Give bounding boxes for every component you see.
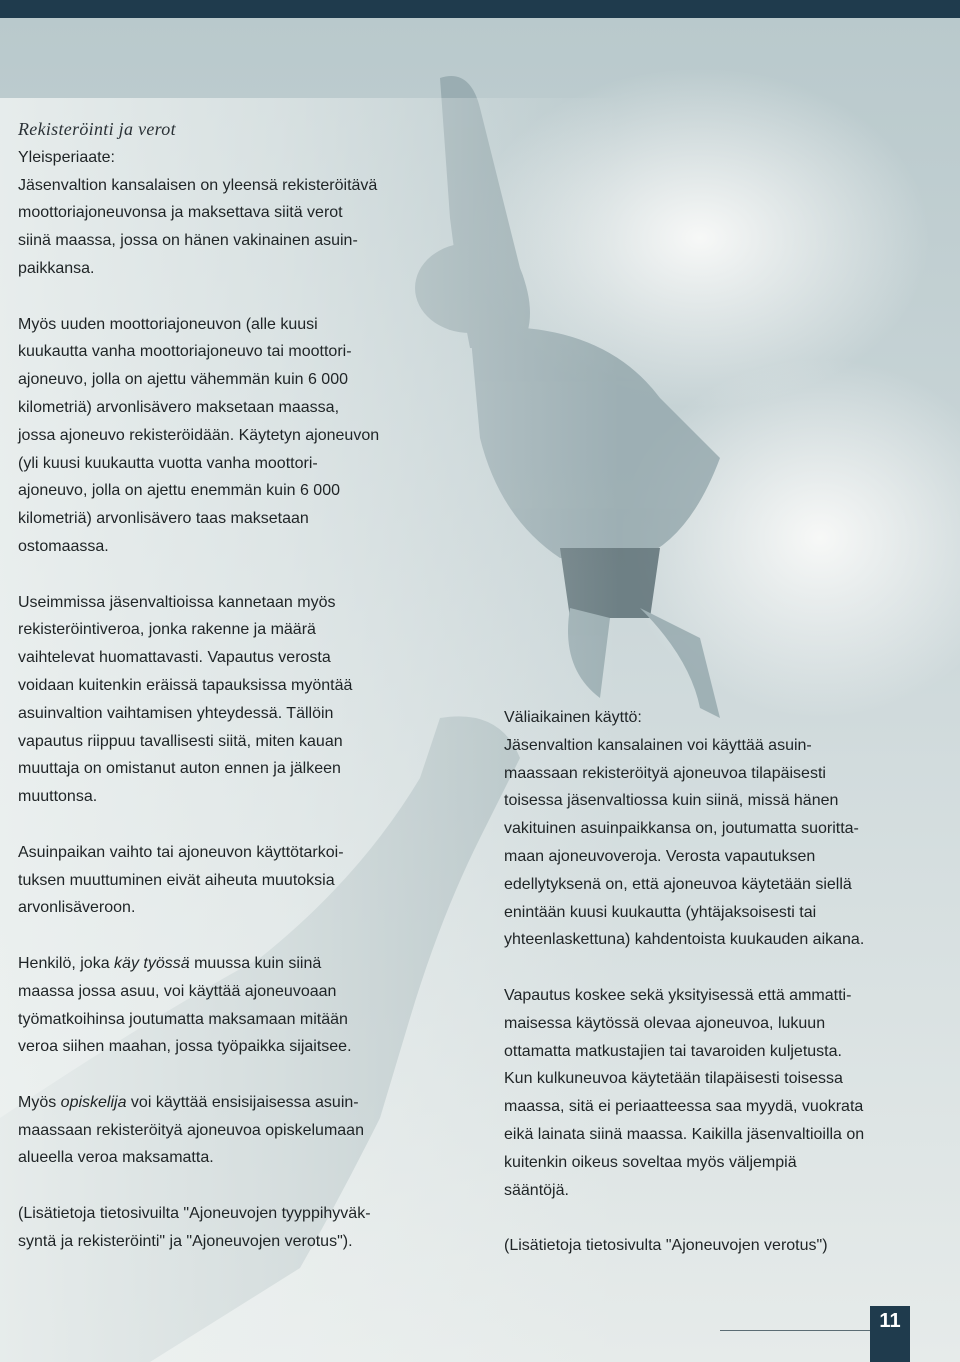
paragraph-temporary-use: Jäsenvaltion kansalainen voi käyttää asuin- maassaan rekisteröityä ajoneuvoa tilapäisesti toisessa jäsenvaltiossa kuin siinä, missä hänen vakituinen asuinpaikkansa on, joutumatta suoritta- maan ajoneuvoveroja. Verosta vapautuksen edellytyksenä on, että ajoneuvoa käytetään siellä enintään kuusi kuukautta (yhtäjaksoisesti tai yhteenlaskettuna) kahdentoista kuukauden aikana. xyxy=(504,736,865,949)
text-fragment: Myös xyxy=(18,1093,61,1111)
paragraph-student xyxy=(18,1089,448,1172)
section-heading: Rekisteröinti ja verot xyxy=(18,119,176,139)
paragraph-exemption: Vapautus koskee sekä yksityisessä että ammatti- maisessa käytössä olevaa ajoneuvoa, lukuun ottamatta matkustajien tai tavaroiden kuljetusta. Kun kulkuneuvoa käytetään tilapäisesti toisessa maassa, sitä ei periaatteessa saa myydä, vuokrata eikä lainata siinä maassa. Kaikilla jäsenvaltioilla on kuitenkin oikeus soveltaa myös väljempiä sääntöjä. xyxy=(504,986,865,1199)
page-number: 11 xyxy=(870,1306,910,1362)
emphasis-works: käy työssä xyxy=(114,954,190,972)
footer-rule xyxy=(720,1330,870,1331)
text-fragment: muussa kuin siinä maassa jossa asuu, voi käyttää ajoneuvoaan työmatkoihinsa joutumatta maksamaan mitään veroa siihen maahan, jossa työpaikka sijaitsee. xyxy=(18,954,352,1056)
intro-block xyxy=(18,116,448,283)
paragraph-worker xyxy=(18,950,448,1061)
left-column xyxy=(18,116,448,1283)
paragraph-residence-change: Asuinpaikan vaihto tai ajoneuvon käyttötarkoi- tuksen muuttuminen eivät aiheuta muutoksia arvonlisäveroon. xyxy=(18,843,344,917)
right-column xyxy=(504,704,924,1288)
emphasis-student: opiskelija xyxy=(60,1093,127,1111)
text-fragment: voi käyttää ensisijaisessa asuin- maassaan rekisteröityä ajoneuvoa opiskelumaan alueella veroa maksamatta. xyxy=(18,1093,364,1167)
subheading-general-principle: Yleisperiaate: xyxy=(18,148,115,166)
paragraph-registration: Jäsenvaltion kansalaisen on yleensä rekisteröitävä moottoriajoneuvonsa ja maksettava siitä verot siinä maassa, jossa on hänen vakinainen asuin- paikkansa. xyxy=(18,176,378,277)
paragraph-more-info-left: (Lisätietoja tietosivuilta "Ajoneuvojen tyyppihyväk- syntä ja rekisteröinti" ja "Ajoneuvojen verotus"). xyxy=(18,1205,371,1250)
paragraph-vat: Myös uuden moottoriajoneuvon (alle kuusi kuukautta vanha moottoriajoneuvo tai moottori- ajoneuvo, jolla on ajettu vähemmän kuin 6 000 kilometriä) arvonlisävero maksetaan maassa, jossa ajoneuvo rekisteröidään. Käytetyn ajoneuvon (yli kuusi kuukautta vuotta vanha moottori- ajoneuvo, jolla on ajettu enemmän kuin 6 000 kilometriä) arvonlisävero taas maksetaan ostomaassa. xyxy=(18,315,380,555)
paragraph-more-info-right: (Lisätietoja tietosivulta "Ajoneuvojen verotus") xyxy=(504,1237,828,1255)
subheading-temporary-use: Väliaikainen käyttö: xyxy=(504,709,642,726)
top-color-band xyxy=(0,0,960,18)
temporary-use-block xyxy=(504,704,924,954)
paragraph-registration-tax: Useimmissa jäsenvaltioissa kannetaan myös rekisteröintiveroa, jonka rakenne ja määrä vaihtelevat huomattavasti. Vapautus verosta voidaan kuitenkin eräissä tapauksissa myöntää asuinvaltion vaihtamisen yhteydessä. Tällöin vapautus riippuu tavallisesti siitä, miten kauan muuttaja on omistanut auton ennen ja jälkeen muuttonsa. xyxy=(18,593,353,806)
text-fragment: Henkilö, joka xyxy=(18,954,115,972)
